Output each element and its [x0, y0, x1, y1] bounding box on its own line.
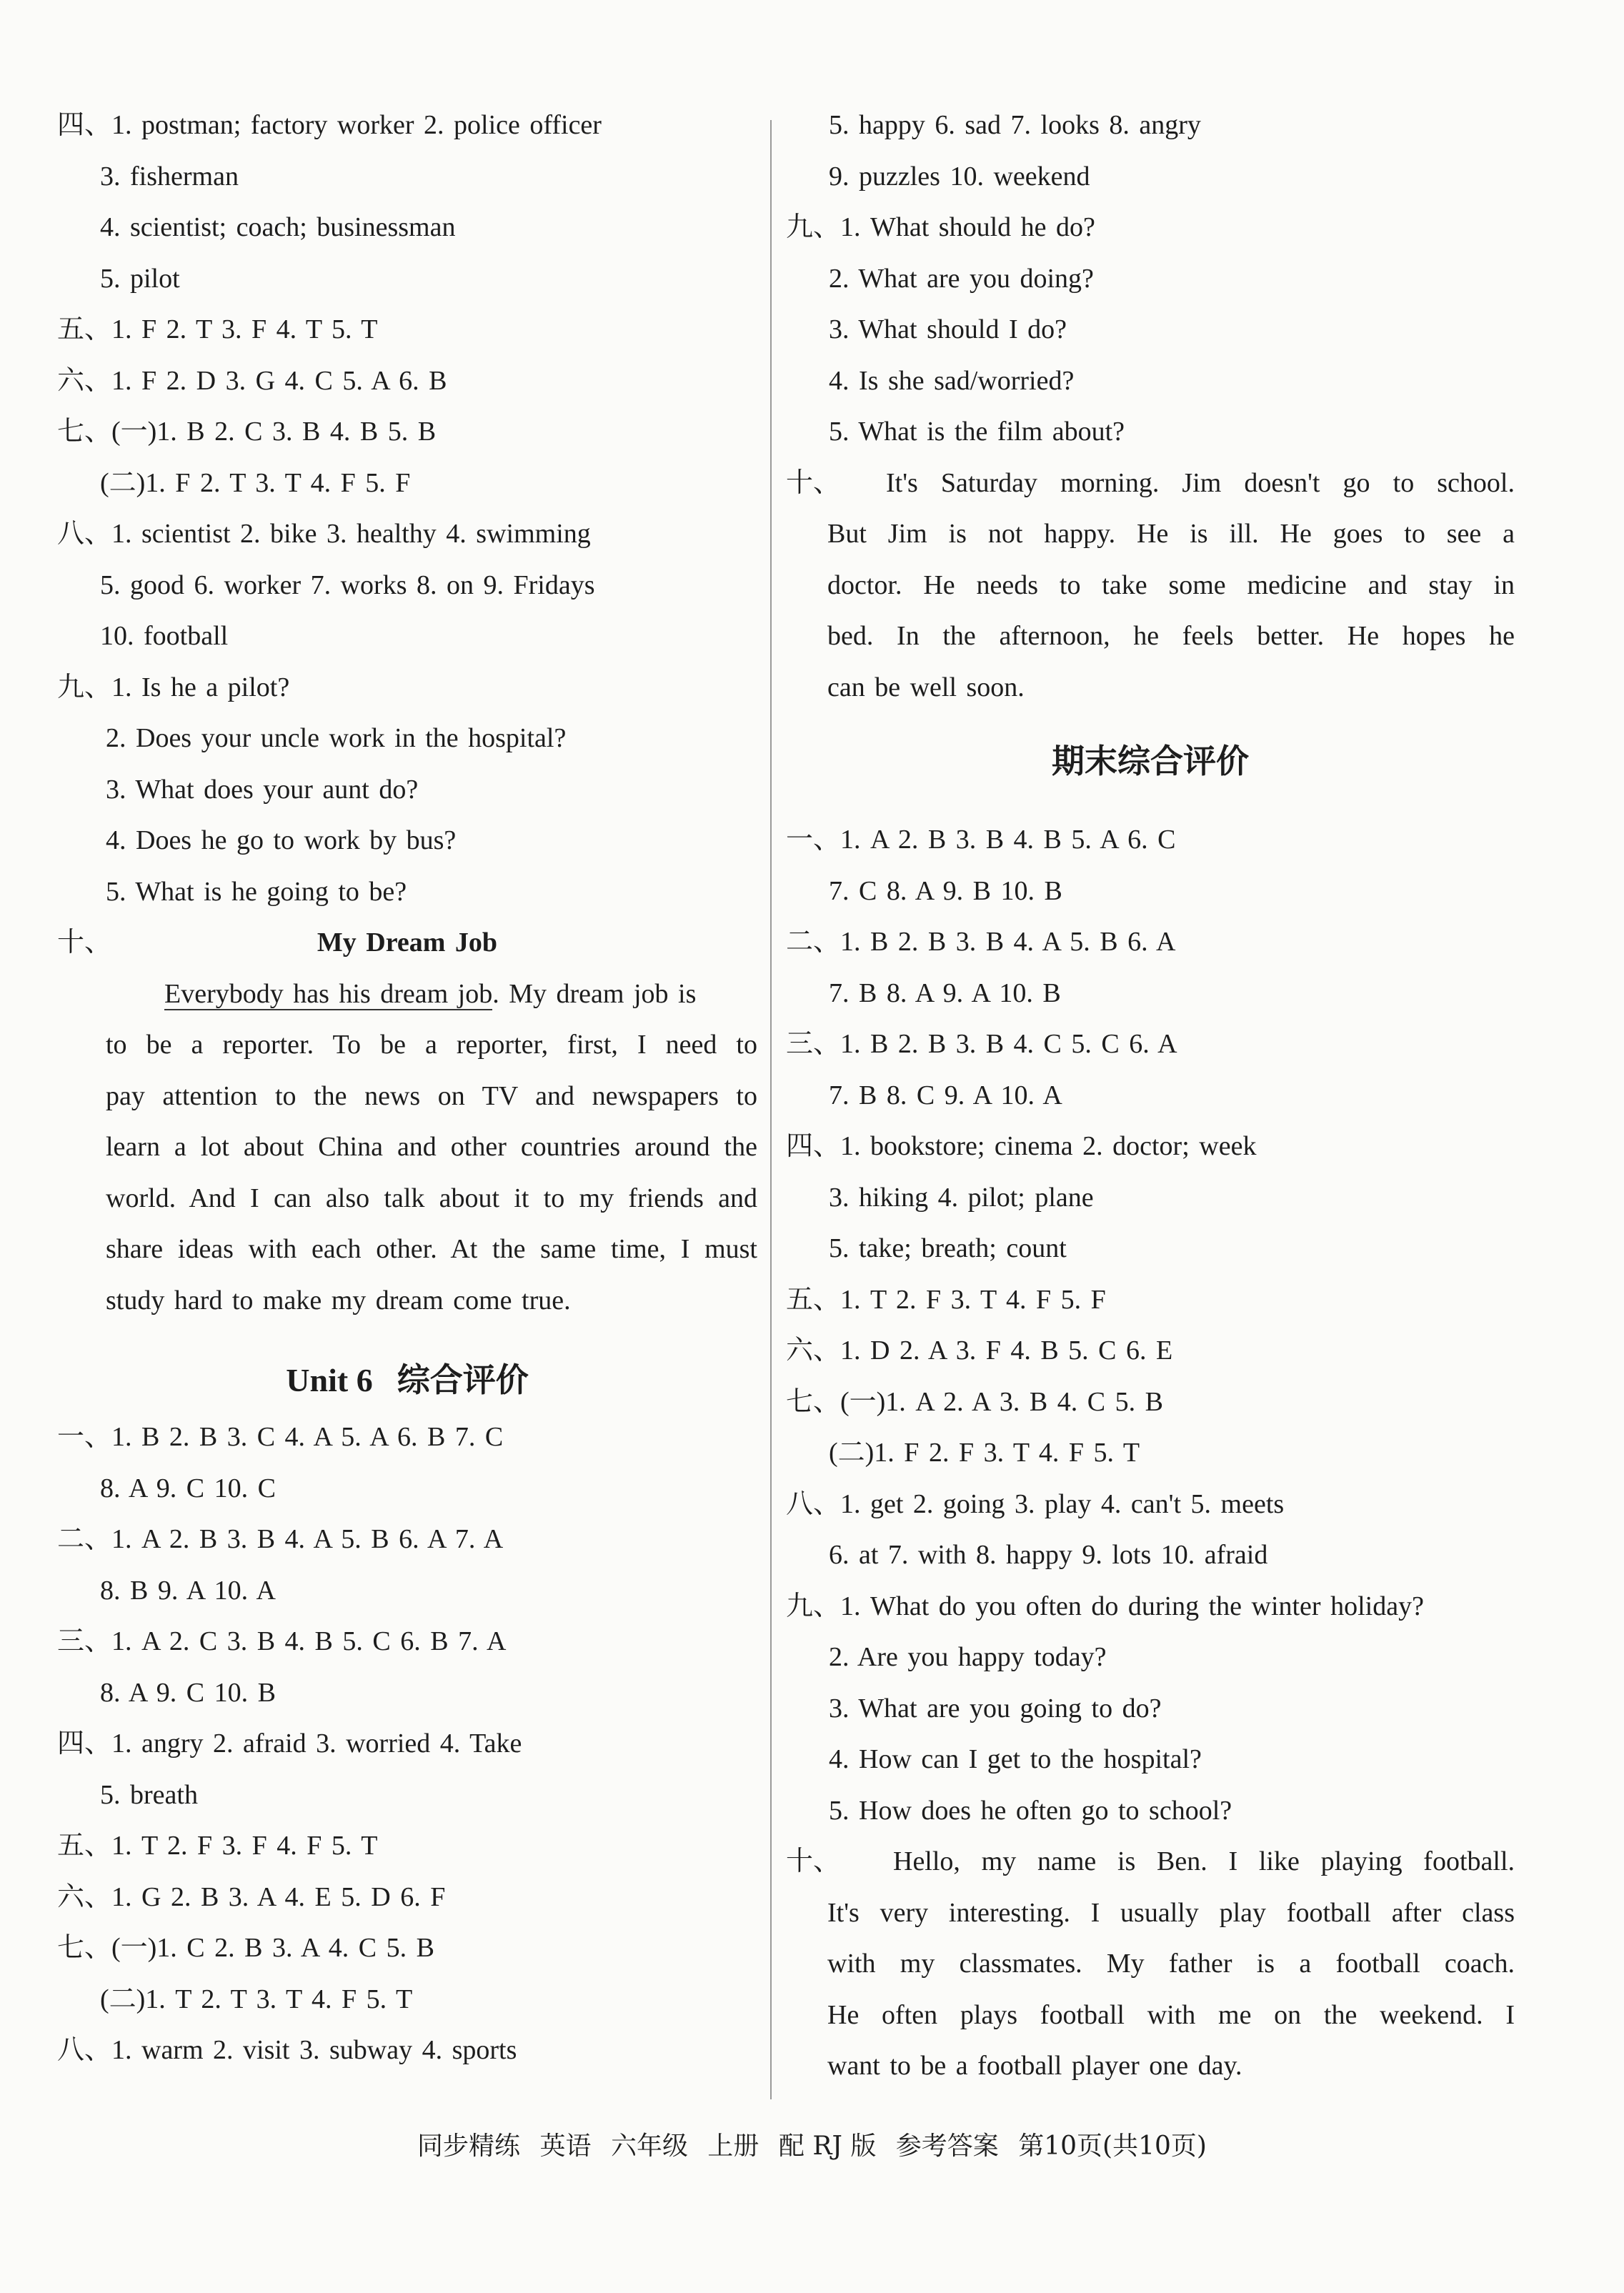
answer-line: 九、1. What do you often do during the winter holiday?	[786, 1591, 1424, 1621]
answer-line: 三、1. A 2. C 3. B 4. B 5. C 6. B 7. A	[57, 1626, 507, 1656]
answer-line: 8. A 9. C 10. B	[100, 1677, 276, 1708]
essay-title-row	[57, 917, 757, 969]
answer-line: 七、(一)1. B 2. C 3. B 4. B 5. B	[57, 417, 437, 447]
answer-line: 4. scientist; coach; businessman	[100, 212, 456, 242]
answer-line: 六、1. D 2. A 3. F 4. B 5. C 6. E	[786, 1335, 1173, 1366]
essay-line: to be a reporter. To be a reporter, first, I need to	[106, 1030, 757, 1060]
answer-line: 2. Are you happy today?	[829, 1642, 1107, 1672]
essay-line: It's very interesting. I usually play football after class	[827, 1897, 1515, 1928]
essay-line: share ideas with each other. At the same time, I must	[106, 1234, 757, 1264]
answer-line: 3. What does your aunt do?	[106, 774, 419, 805]
answer-line: 4. Is she sad/worried?	[829, 365, 1075, 396]
footer-book: 同步精练	[417, 2132, 521, 2161]
answer-line: 5. happy 6. sad 7. looks 8. angry	[829, 110, 1201, 140]
answer-line: 3. What should I do?	[829, 314, 1067, 344]
essay-text: Hello, my name is Ben. I like playing football.	[893, 1846, 1515, 1876]
section-label: 十、	[57, 927, 112, 958]
answer-line: 五、1. F 2. T 3. F 4. T 5. T	[57, 314, 378, 344]
answer-line: 7. B 8. C 9. A 10. A	[829, 1080, 1062, 1110]
answer-line: 3. hiking 4. pilot; plane	[829, 1182, 1094, 1213]
essay-line: But Jim is not happy. He is ill. He goes to see a	[827, 519, 1515, 549]
footer-volume: 上册	[707, 2132, 759, 2161]
answer-line: 3. What are you going to do?	[829, 1693, 1162, 1724]
answer-line: 5. What is the film about?	[829, 417, 1125, 447]
answer-line: 8. A 9. C 10. C	[100, 1473, 276, 1503]
answer-line: 五、1. T 2. F 3. F 4. F 5. T	[57, 1831, 378, 1861]
answer-line: 九、1. What should he do?	[786, 212, 1095, 242]
column-divider	[770, 120, 772, 2099]
answer-line: 2. What are you doing?	[829, 263, 1094, 294]
answer-line: 5. good 6. worker 7. works 8. on 9. Fridays	[100, 569, 595, 600]
essay-highlight: Everybody has his dream job	[164, 978, 493, 1009]
essay-line	[786, 1836, 1515, 1888]
answer-line: 8. B 9. A 10. A	[100, 1575, 276, 1606]
answer-line: (二)1. F 2. T 3. T 4. F 5. F	[100, 467, 411, 498]
answer-line: 5. breath	[100, 1779, 198, 1810]
page-number: 第10页(共10页)	[1018, 2132, 1207, 2161]
answer-line: 九、1. Is he a pilot?	[57, 672, 290, 702]
answer-line: 五、1. T 2. F 3. T 4. F 5. F	[786, 1284, 1106, 1315]
answer-line: 2. Does your uncle work in the hospital?	[106, 723, 567, 753]
essay-line: doctor. He needs to take some medicine and stay in	[827, 569, 1515, 600]
answer-line: 八、1. get 2. going 3. play 4. can't 5. meets	[786, 1488, 1285, 1519]
answer-line: 4. How can I get to the hospital?	[829, 1744, 1202, 1774]
answer-line: 6. at 7. with 8. happy 9. lots 10. afraid	[829, 1540, 1268, 1570]
answer-line: 5. How does he often go to school?	[829, 1795, 1232, 1826]
right-column	[786, 100, 1515, 2092]
answer-line: 三、1. B 2. B 3. B 4. C 5. C 6. A	[786, 1029, 1177, 1059]
answer-line: 5. take; breath; count	[829, 1233, 1067, 1263]
essay-line: study hard to make my dream come true.	[106, 1285, 571, 1315]
essay-line: can be well soon.	[827, 672, 1025, 702]
left-column	[57, 100, 757, 2076]
essay-line: He often plays football with me on the weekend. I	[827, 1999, 1515, 2030]
heading-unit: Unit 6	[286, 1362, 373, 1398]
footer-type: 参考答案	[895, 2132, 999, 2161]
essay-line	[57, 969, 757, 1020]
answer-line: 一、1. B 2. B 3. C 4. A 5. A 6. B 7. C	[57, 1422, 504, 1452]
essay-title: My Dream Job	[317, 927, 498, 958]
essay-line: world. And I can also talk about it to my friends and	[106, 1183, 757, 1213]
essay-line: with my classmates. My father is a football coach.	[827, 1949, 1515, 1979]
answer-line: 5. What is he going to be?	[106, 876, 407, 907]
section-heading: 期末综合评价	[1052, 742, 1249, 780]
section-label: 十、	[786, 1846, 841, 1876]
answer-line: 六、1. F 2. D 3. G 4. C 5. A 6. B	[57, 365, 447, 396]
essay-line: pay attention to the news on TV and newspapers to	[106, 1080, 757, 1111]
answer-line: 七、(一)1. C 2. B 3. A 4. C 5. B	[57, 1933, 434, 1963]
answer-line: 7. B 8. A 9. A 10. B	[829, 978, 1061, 1008]
footer-edition: 配 RJ 版	[778, 2132, 877, 2161]
footer-grade: 六年级	[610, 2132, 688, 2161]
essay-text: It's Saturday morning. Jim doesn't go to school.	[886, 467, 1515, 498]
answer-line: 3. fisherman	[100, 161, 239, 192]
heading-title: 综合评价	[397, 1361, 529, 1399]
answer-line: 八、1. warm 2. visit 3. subway 4. sports	[57, 2035, 517, 2065]
answer-line: 六、1. G 2. B 3. A 4. E 5. D 6. F	[57, 1881, 446, 1912]
essay-line: want to be a football player one day.	[827, 2051, 1242, 2081]
section-label: 十、	[786, 467, 841, 498]
answer-line: 四、1. bookstore; cinema 2. doctor; week	[786, 1131, 1257, 1161]
answer-line: (二)1. T 2. T 3. T 4. F 5. T	[100, 1984, 413, 2014]
footer-subject: 英语	[539, 2132, 592, 2161]
answer-line: 10. football	[100, 621, 229, 651]
answer-line: 二、1. A 2. B 3. B 4. A 5. B 6. A 7. A	[57, 1524, 504, 1554]
answer-line: 5. pilot	[100, 263, 180, 294]
answer-line: 八、1. scientist 2. bike 3. healthy 4. swimming	[57, 519, 591, 549]
page-footer	[0, 2126, 1624, 2162]
answer-line: (二)1. F 2. F 3. T 4. F 5. T	[829, 1438, 1140, 1468]
answer-line: 7. C 8. A 9. B 10. B	[829, 875, 1062, 906]
section-heading	[57, 1326, 757, 1412]
essay-line: learn a lot about China and other countries around the	[106, 1132, 757, 1162]
answer-line: 四、1. angry 2. afraid 3. worried 4. Take	[57, 1729, 522, 1759]
essay-line	[786, 458, 1515, 509]
answer-line: 9. puzzles 10. weekend	[829, 161, 1090, 192]
answer-line: 二、1. B 2. B 3. B 4. A 5. B 6. A	[786, 927, 1176, 957]
essay-line: bed. In the afternoon, he feels better. He hopes he	[827, 621, 1515, 651]
essay-text: . My dream job is	[492, 978, 697, 1009]
answer-line: 四、1. postman; factory worker 2. police officer	[57, 110, 602, 140]
answer-line: 4. Does he go to work by bus?	[106, 825, 457, 855]
answer-line: 七、(一)1. A 2. A 3. B 4. C 5. B	[786, 1386, 1163, 1417]
answer-line: 一、1. A 2. B 3. B 4. B 5. A 6. C	[786, 825, 1176, 855]
